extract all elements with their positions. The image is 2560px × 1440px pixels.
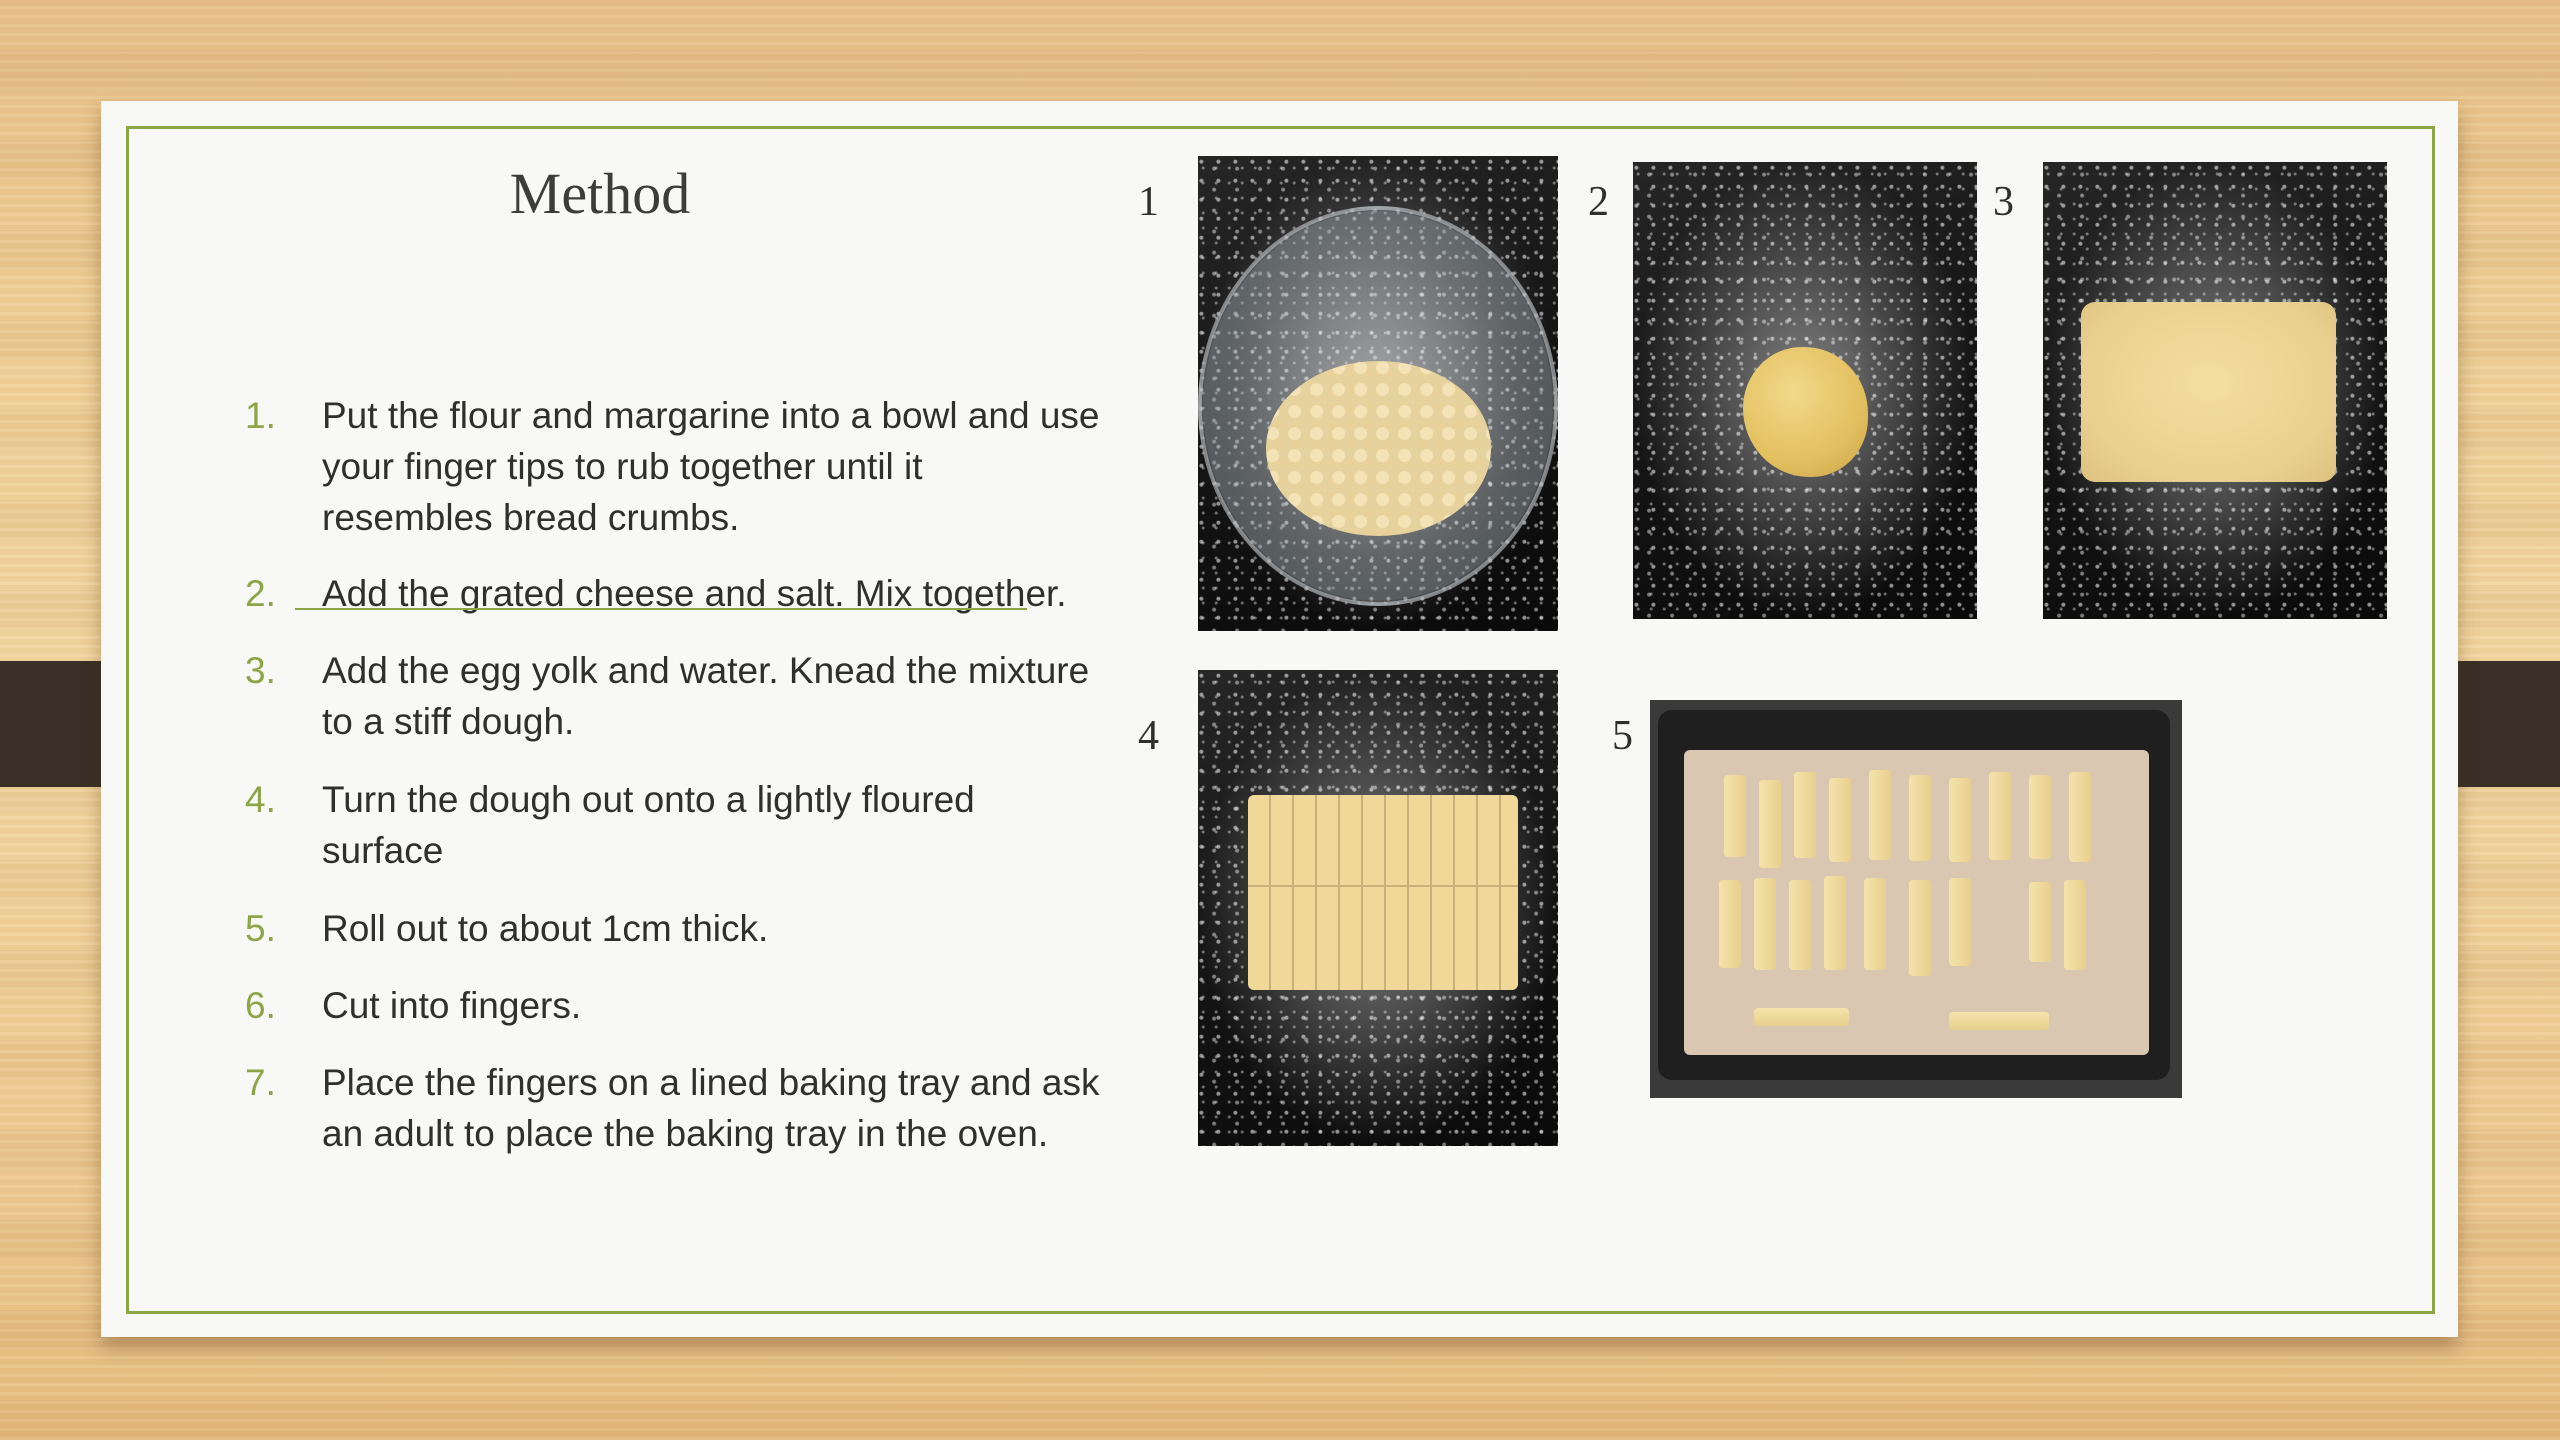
cheese-finger-shape [1949,778,1971,862]
cheese-finger-shape [1724,775,1746,857]
photo-dough-ball [1633,162,1977,619]
photo-label-4: 4 [1138,713,1159,759]
cheese-finger-shape [1719,880,1741,968]
dough-ball-shape [1743,347,1868,477]
cheese-finger-shape [1794,772,1816,858]
photo-label-1: 1 [1138,179,1159,225]
step-number: 7. [245,1062,276,1103]
step-number: 3. [245,650,276,691]
step-number: 4. [245,779,276,820]
cheese-finger-shape [1864,878,1886,970]
step-text: Roll out to about 1cm thick. [322,908,769,949]
cheese-finger-shape [1789,880,1811,970]
step-text: Add the grated cheese and salt. Mix together. [322,573,1067,614]
cheese-finger-shape [2069,772,2091,862]
cheese-finger-shape [1949,878,1971,966]
crumbs-shape [1266,361,1491,536]
step-text: Cut into fingers. [322,985,582,1026]
photo-baking-tray [1650,700,2182,1098]
photo-rolled-dough [2043,162,2387,619]
cheese-finger-shape [1829,778,1851,862]
photo-cut-strips [1198,670,1558,1146]
step-2-underline [295,608,1027,610]
cheese-finger-shape [1824,876,1846,970]
cheese-finger-shape [1909,880,1931,976]
step-number: 5. [245,908,276,949]
step-text: Add the egg yolk and water. Knead the mixture to a stiff dough. [322,650,1090,742]
step-number: 2. [245,573,276,614]
baking-tray-shape [1658,710,2170,1080]
rolled-dough-shape [2081,302,2336,482]
baking-paper-shape [1684,750,2149,1055]
step-number: 6. [245,985,276,1026]
cheese-finger-shape [2064,880,2086,970]
photo-bowl-crumbs [1198,156,1558,631]
cheese-finger-shape [1869,770,1891,860]
cheese-finger-shape [1989,772,2011,860]
step-text: Turn the dough out onto a lightly floured surface [322,779,975,871]
cheese-finger-shape [1909,775,1931,861]
step-number: 1. [245,395,276,436]
step-text: Put the flour and margarine into a bowl and use your finger tips to rub together until it resembles bread crumbs. [322,395,1100,538]
cut-strips-shape [1248,795,1518,990]
photo-label-5: 5 [1612,713,1633,759]
cheese-finger-shape [1949,1012,2049,1030]
photo-label-3: 3 [1993,179,2014,225]
cheese-finger-shape [1754,878,1776,970]
page-title: Method [509,161,691,226]
cheese-finger-shape [2029,882,2051,962]
photo-label-2: 2 [1588,179,1609,225]
cheese-finger-shape [1754,1008,1849,1026]
step-text: Place the fingers on a lined baking tray and ask an adult to place the baking tray in the oven. [322,1062,1100,1154]
cheese-finger-shape [2029,775,2051,859]
cheese-finger-shape [1759,780,1781,868]
